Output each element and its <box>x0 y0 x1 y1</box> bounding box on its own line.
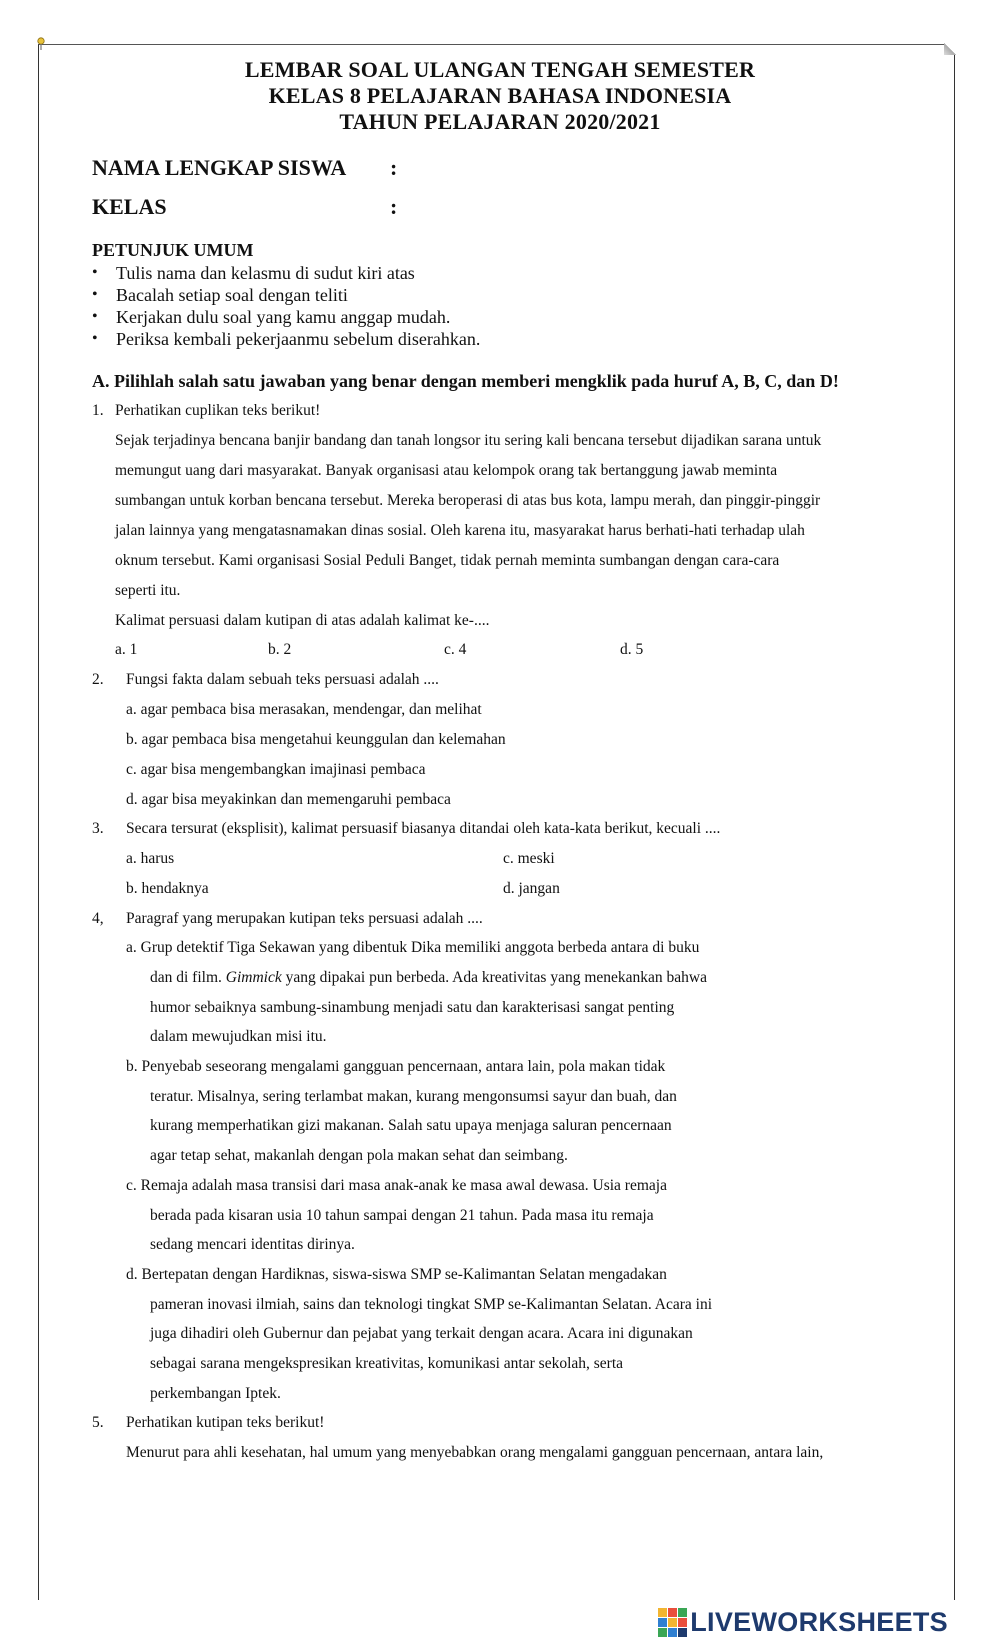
q4-option-d-line: juga dihadiri oleh Gubernur dan pejabat yang terkait dengan acara. Acara ini digunakan <box>150 1325 693 1342</box>
class-label: KELAS <box>92 194 167 219</box>
q1-option-b[interactable]: b. 2 <box>268 641 292 658</box>
q1-option-d[interactable]: d. 5 <box>620 641 644 658</box>
instruction-item: • Bacalah setiap soal dengan teliti <box>92 284 480 306</box>
q3-option-a[interactable]: a. harus <box>126 850 175 867</box>
section-a-heading: A. Pilihlah salah satu jawaban yang benar dengan memberi mengklik pada huruf A, B, C, dan D! <box>92 371 839 391</box>
q4-option-a-line: humor sebaiknya sambung-sinambung menjadi satu dan karakterisasi sangat penting <box>150 999 675 1016</box>
q2-number: 2. <box>92 671 104 688</box>
q4-option-a-line: dalam mewujudkan misi itu. <box>150 1028 327 1045</box>
q4-option-c-line: sedang mencari identitas dirinya. <box>150 1236 355 1253</box>
q4-option-a-line: dan di film. Gimmick yang dipakai pun berbeda. Ada kreativitas yang menekankan bahwa <box>150 969 707 986</box>
q4-option-b-line: kurang memperhatikan gizi makanan. Salah satu upaya menjaga saluran pencernaan <box>150 1117 672 1134</box>
q1-option-a[interactable]: a. 1 <box>115 641 138 658</box>
name-colon: : <box>390 155 398 180</box>
instruction-item: • Tulis nama dan kelasmu di sudut kiri atas <box>92 262 480 284</box>
worksheet-header <box>0 57 1000 135</box>
q4-option-b[interactable]: b. Penyebab seseorang mengalami gangguan pencernaan, antara lain, pola makan tidak <box>126 1058 666 1075</box>
q1-passage-line: jalan lainnya yang mengatasnamakan dinas sosial. Oleh karena itu, masyarakat harus berhati-hati terhadap ulah <box>115 522 805 539</box>
q4-option-c[interactable]: c. Remaja adalah masa transisi dari masa anak-anak ke masa awal dewasa. Usia remaja <box>126 1177 667 1194</box>
q5-number: 5. <box>92 1414 104 1431</box>
q5-prompt: Perhatikan kutipan teks berikut! <box>126 1414 325 1431</box>
page-fold-corner <box>944 43 956 55</box>
class-colon: : <box>390 194 398 219</box>
q4-number: 4, <box>92 910 104 927</box>
q1-passage-line: oknum tersebut. Kami organisasi Sosial Peduli Banget, tidak pernah meminta sumbangan dengan cara-cara <box>115 552 780 569</box>
q4-option-d[interactable]: d. Bertepatan dengan Hardiknas, siswa-siswa SMP se-Kalimantan Selatan mengadakan <box>126 1266 667 1283</box>
q1-number: 1. <box>92 402 104 419</box>
q4-option-c-line: berada pada kisaran usia 10 tahun sampai dengan 21 tahun. Pada masa itu remaja <box>150 1207 654 1224</box>
q2-option-a[interactable]: a. agar pembaca bisa merasakan, mendengar, dan melihat <box>126 701 482 718</box>
liveworksheets-logo[interactable] <box>658 1605 948 1639</box>
header-subtitle: KELAS 8 PELAJARAN BAHASA INDONESIA <box>268 83 732 108</box>
q4-option-d-line: perkembangan Iptek. <box>150 1385 281 1402</box>
q4-option-b-line: teratur. Misalnya, sering terlambat makan, kurang mengonsumsi sayur dan buah, dan <box>150 1088 677 1105</box>
gimmick-italic: Gimmick <box>225 969 282 986</box>
q1-prompt: Perhatikan cuplikan teks berikut! <box>115 402 321 419</box>
q1-question: Kalimat persuasi dalam kutipan di atas adalah kalimat ke-.... <box>115 612 490 629</box>
q3-number: 3. <box>92 820 104 837</box>
brand-name: LIVEWORKSHEETS <box>690 1606 948 1637</box>
q1-option-c[interactable]: c. 4 <box>444 641 467 658</box>
instruction-item: • Kerjakan dulu soal yang kamu anggap mudah. <box>92 306 480 328</box>
q1-passage-line: memungut uang dari masyarakat. Banyak organisasi atau kelompok orang tak bertanggung jawab meminta <box>115 462 778 479</box>
q1-passage-line: Sejak terjadinya bencana banjir bandang dan tanah longsor itu sering kali bencana tersebut dijadikan sarana untuk <box>115 432 822 449</box>
name-label: NAMA LENGKAP SISWA <box>92 155 347 180</box>
instructions-title: PETUNJUK UMUM <box>92 240 254 260</box>
q4-option-b-line: agar tetap sehat, makanlah dengan pola makan sehat dan seimbang. <box>150 1147 568 1164</box>
q2-option-d[interactable]: d. agar bisa meyakinkan dan memengaruhi pembaca <box>126 791 451 808</box>
pin-icon <box>36 37 46 51</box>
q2-option-b[interactable]: b. agar pembaca bisa mengetahui keunggulan dan kelemahan <box>126 731 506 748</box>
q1-passage-line: seperti itu. <box>115 582 181 599</box>
q4-option-d-line: sebagai sarana mengekspresikan kreativitas, komunikasi antar sekolah, serta <box>150 1355 624 1372</box>
q3-option-c[interactable]: c. meski <box>503 850 555 867</box>
q1-passage-line: sumbangan untuk korban bencana tersebut. Mereka beroperasi di atas bus kota, lampu merah, dan pinggir-pinggir <box>115 492 821 509</box>
header-title: LEMBAR SOAL ULANGAN TENGAH SEMESTER <box>244 57 756 82</box>
instruction-item: • Periksa kembali pekerjaanmu sebelum diserahkan. <box>92 328 480 350</box>
q2-question: Fungsi fakta dalam sebuah teks persuasi adalah .... <box>126 671 439 688</box>
q3-option-b[interactable]: b. hendaknya <box>126 880 209 897</box>
q4-option-d-line: pameran inovasi ilmiah, sains dan teknologi tingkat SMP se-Kalimantan Selatan. Acara ini <box>150 1296 713 1313</box>
q5-passage-line: Menurut para ahli kesehatan, hal umum yang menyebabkan orang mengalami gangguan pencernaan, antara lain, <box>126 1444 824 1461</box>
q2-option-c[interactable]: c. agar bisa mengembangkan imajinasi pembaca <box>126 761 426 778</box>
q4-option-a[interactable]: a. Grup detektif Tiga Sekawan yang dibentuk Dika memiliki anggota berbeda antara di buku <box>126 939 700 956</box>
q3-question: Secara tersurat (eksplisit), kalimat persuasif biasanya ditandai oleh kata-kata berikut, kecuali .... <box>126 820 721 837</box>
header-year: TAHUN PELAJARAN 2020/2021 <box>339 109 661 134</box>
q3-option-d[interactable]: d. jangan <box>503 880 560 897</box>
class-field <box>92 194 398 220</box>
name-field <box>92 155 398 181</box>
q4-question: Paragraf yang merupakan kutipan teks persuasi adalah .... <box>126 910 483 927</box>
instructions-list <box>92 262 480 350</box>
liveworksheets-icon <box>658 1608 686 1636</box>
